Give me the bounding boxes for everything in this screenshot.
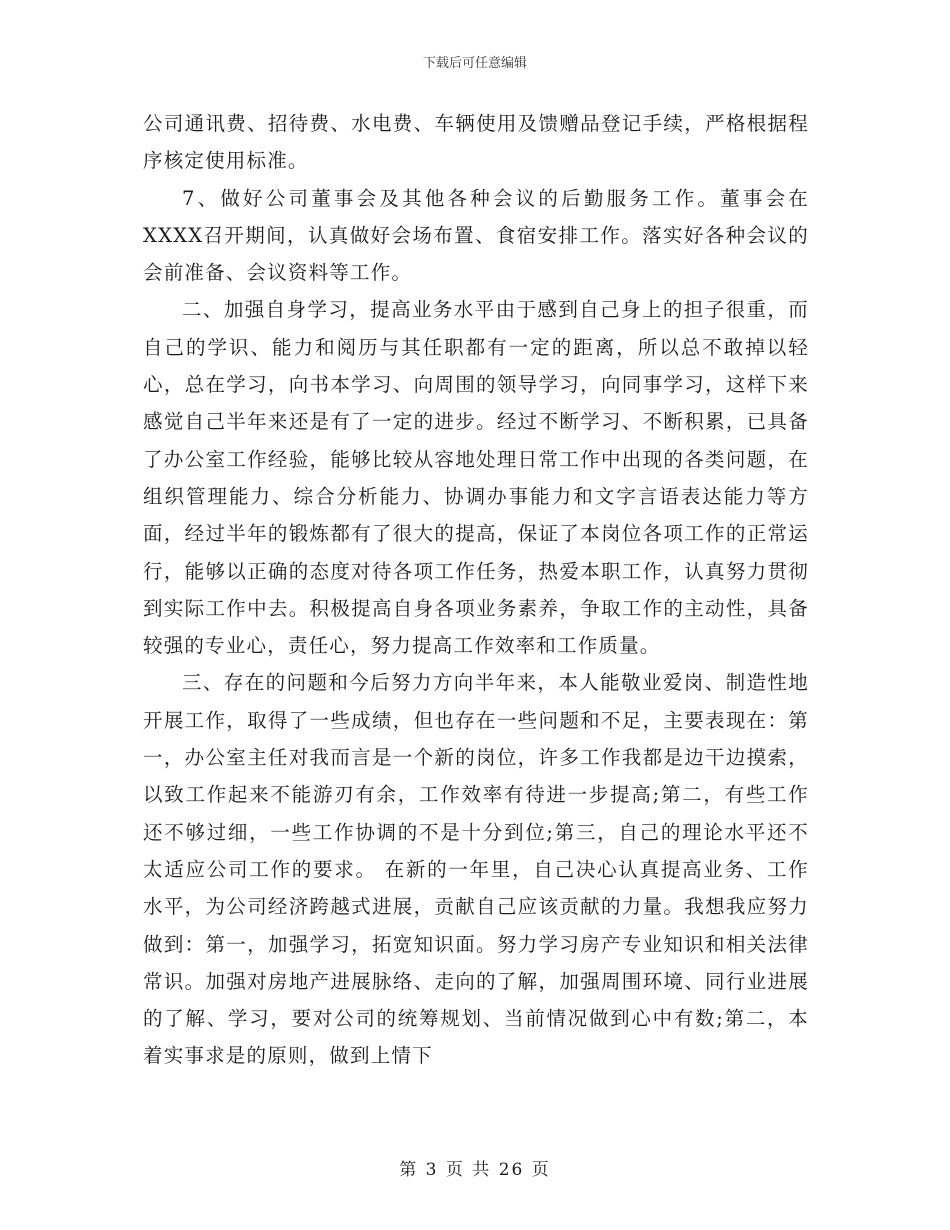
document-body <box>143 105 809 1075</box>
page-header: 下载后可任意编辑 <box>422 56 527 71</box>
paragraph-section-2: 二、加强自身学习，提高业务水平由于感到自己身上的担子很重，而自己的学识、能力和阅历与其任职都有一定的距离，所以总不敢掉以轻心，总在学习，向书本学习、向周围的领导学习，向同事学习，这样下来感觉自己半年来还是有了一定的进步。经过不断学习、不断积累，已具备了办公室工作经验，能够比较从容地处理日常工作中出现的各类问题，在组织管理能力、综合分析能力、协调办事能力和文字言语表达能力等方面，经过半年的锻炼都有了很大的提高，保证了本岗位各项工作的正常运行，能够以正确的态度对待各项工作任务，热爱本职工作，认真努力贯彻到实际工作中去。积极提高自身各项业务素养，争取工作的主动性，具备较强的专业心，责任心，努力提高工作效率和工作质量。 <box>143 298 809 658</box>
paragraph-section-3: 三、存在的问题和今后努力方向半年来，本人能敬业爱岗、制造性地开展工作，取得了一些成绩，但也存在一些问题和不足，主要表现在：第一，办公室主任对我而言是一个新的岗位，许多工作我都是边干边摸索，以致工作起来不能游刃有余，工作效率有待进一步提高;第二，有些工作还不够过细，一些工作协调的不是十分到位;第三，自己的理论水平还不太适应公司工作的要求。 在新的一年里，自己决心认真提高业务、工作水平，为公司经济跨越式进展，贡献自己应该贡献的力量。我想我应努力做到：第一，加强学习，拓宽知识面。努力学习房产专业知识和相关法律常识。加强对房地产进展脉络、走向的了解，加强周围环境、同行业进展的了解、学习，要对公司的统筹规划、当前情况做到心中有数;第二，本着实事求是的原则，做到上情下 <box>143 671 809 1068</box>
paragraph-continued: 公司通讯费、招待费、水电费、车辆使用及馈赠品登记手续，严格根据程序核定使用标准。 <box>143 112 809 173</box>
paragraph-item-7: 7、做好公司董事会及其他各种会议的后勤服务工作。董事会在XXXX召开期间，认真做好会场布置、食宿安排工作。落实好各种会议的会前准备、会议资料等工作。 <box>143 186 809 285</box>
page-footer: 第 3 页 共 26 页 <box>399 1160 551 1180</box>
